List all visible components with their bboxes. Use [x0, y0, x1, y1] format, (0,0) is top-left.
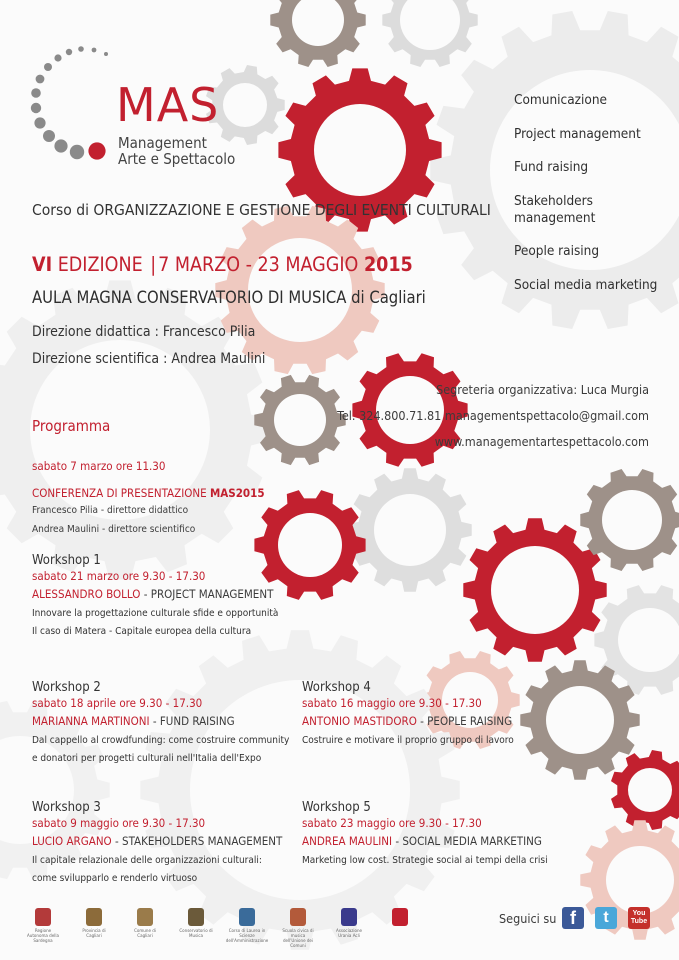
opening-title-prefix: CONFERENZA DI PRESENTAZIONE [32, 486, 207, 500]
partner-caption: Conservatorio di Musica [179, 929, 213, 939]
workshop-desc-line: Il capitale relazionale delle organizzazioni culturali: [32, 855, 262, 866]
dates-separator: | [150, 253, 157, 276]
workshop-desc-line: Il caso di Matera - Capitale europea della cultura [32, 626, 252, 637]
partner-caption: Scuola civica di musica dell'Unione dei Comuni [282, 929, 314, 949]
workshop-heading: Workshop 5 [302, 800, 371, 815]
opening-line-1: Francesco Pilia - direttore didattico [32, 505, 189, 516]
workshop-speaker: ANTONIO MASTIDORO [302, 714, 417, 728]
brand-tagline-1: Management [118, 134, 207, 152]
workshop-desc-line: come svilupparlo e renderlo virtuoso [32, 873, 198, 884]
workshop-topic: - PROJECT MANAGEMENT [140, 587, 274, 601]
topic-item: Project management [514, 125, 641, 142]
venue-city: di Cagliari [351, 288, 426, 307]
conservatorio-musica-logo-icon [188, 908, 204, 926]
workshop-speaker-line [302, 714, 514, 728]
opening-event [32, 459, 265, 536]
workshop-desc-line: Marketing low cost. Strategie social ai tempi della crisi [302, 855, 548, 866]
corso-laurea-emblem-icon [239, 908, 255, 926]
logo-dot [44, 63, 52, 71]
facebook-icon[interactable] [562, 907, 584, 929]
partner-caption: Associazione Urania Acli [335, 929, 363, 939]
partner-logo [225, 908, 269, 949]
logo-dot [54, 139, 67, 152]
logo-dot [92, 48, 97, 53]
gear-gray-mid [348, 468, 471, 591]
social-label: Seguici su [499, 911, 557, 926]
acli-emblem-icon [341, 908, 357, 926]
mas-logo-dots-icon [28, 44, 118, 168]
partner-logo [177, 908, 215, 949]
workshop-4 [302, 680, 514, 753]
partner-caption: Comune di Cagliari [134, 929, 156, 939]
opening-title-suffix: MAS2015 [209, 486, 265, 500]
topic-item: Comunicazione [514, 92, 607, 108]
gear-gray-bottom [140, 630, 459, 949]
website-link[interactable]: www.managementartespettacolo.com [434, 434, 649, 449]
logo-dot [54, 54, 61, 61]
venue-main: AULA MAGNA CONSERVATORIO DI MUSICA [32, 288, 347, 307]
workshop-description [32, 735, 289, 765]
workshop-date: sabato 21 marzo ore 9.30 - 17.30 [32, 569, 206, 583]
workshop-speaker: LUCIO ARGANO [32, 834, 112, 848]
logo-dot [104, 52, 108, 56]
twitter-icon[interactable] [595, 907, 617, 929]
logo-dot [31, 88, 41, 98]
secretariat: Segreteria organizzativa: Luca Murgia [436, 382, 649, 397]
workshop-speaker: ANDREA MAULINI [302, 834, 393, 848]
direction-didactic: Direzione didattica : Francesco Pilia [32, 324, 256, 340]
course-year: 2015 [363, 253, 413, 276]
workshop-speaker-line [32, 587, 278, 601]
brand-tagline-2: Arte e Spettacolo [118, 150, 236, 168]
partner-logo [381, 908, 419, 949]
twitter-glyph: t [603, 909, 609, 926]
venue [32, 288, 426, 307]
logo-dot [66, 49, 72, 55]
workshop-description [302, 855, 548, 867]
logo-dot [78, 46, 84, 52]
edition-roman: VI [32, 253, 53, 276]
logo-dot [34, 117, 45, 128]
scuola-civica-musica-logo-icon [290, 908, 306, 926]
workshop-5 [302, 800, 548, 873]
workshop-desc-line: Dal cappello al crowdfunding: come costruire community [32, 735, 290, 746]
workshop-2 [32, 680, 289, 771]
workshop-description [32, 855, 282, 885]
youtube-icon[interactable] [628, 907, 650, 929]
partner-caption: Regione Autonoma della Sardegna [27, 929, 59, 944]
course-title-main: ORGANIZZAZIONE E GESTIONE DEGLI EVENTI CULTURALI [93, 201, 491, 219]
partner-caption: Corso di Laurea in Scienze dell'Amministrazione [225, 929, 269, 944]
direction-scientific: Direzione scientifica : Andrea Maulini [32, 351, 266, 367]
facebook-glyph: f [570, 907, 576, 928]
regione-sardegna-emblem-icon [35, 908, 51, 926]
gear-red-small [611, 750, 679, 830]
course-title [32, 201, 491, 219]
gear-brown-top [270, 0, 365, 67]
workshop-date: sabato 16 maggio ore 9.30 - 17.30 [302, 696, 482, 710]
partner-logo [279, 908, 317, 949]
workshop-speaker-line [32, 834, 282, 848]
workshop-speaker: ALESSANDRO BOLLO [32, 587, 141, 601]
logo-dot [31, 103, 41, 113]
logo-dot [70, 145, 84, 159]
opening-line-2: Andrea Maulini - direttore scientifico [32, 524, 196, 535]
workshop-1 [32, 553, 278, 644]
workshop-speaker-line [302, 834, 548, 848]
topics-list [514, 92, 674, 310]
edition-dates [32, 254, 413, 276]
brand-name: MAS [116, 78, 220, 132]
opening-title [32, 486, 265, 500]
workshop-heading: Workshop 3 [32, 800, 101, 815]
edition-word: EDIZIONE [57, 253, 143, 276]
course-title-prefix: Corso di [32, 201, 89, 219]
topic-item: Stakeholders management [514, 192, 596, 226]
partner-caption: Provincia di Cagliari [82, 929, 106, 939]
partner-logo [75, 908, 113, 949]
phone-email[interactable]: Tel. 324.800.71.81 managementspettacolo@gmail.com [337, 408, 649, 423]
workshop-date: sabato 9 maggio ore 9.30 - 17.30 [32, 816, 206, 830]
gear-red-right [463, 518, 606, 661]
partner-logo [24, 908, 62, 949]
workshop-3 [32, 800, 282, 891]
workshop-heading: Workshop 2 [32, 680, 101, 695]
workshop-heading: Workshop 4 [302, 680, 371, 695]
gear-brown-lower [520, 660, 639, 779]
sponsor-logo-icon [392, 908, 408, 926]
workshop-heading: Workshop 1 [32, 553, 101, 568]
partner-logo [330, 908, 368, 949]
logo-dot [88, 142, 105, 159]
topic-item: Social media marketing [514, 276, 658, 293]
logo-dot [43, 130, 55, 142]
logo-dot [36, 75, 45, 84]
workshop-date: sabato 18 aprile ore 9.30 - 17.30 [32, 696, 203, 710]
workshop-desc-line: Costruire e motivare il proprio gruppo di lavoro [302, 735, 514, 746]
gear-gray-top [382, 0, 477, 67]
gear-brown-mid [254, 375, 345, 465]
workshop-topic: - STAKEHOLDERS MANAGEMENT [111, 834, 283, 848]
course-dates: 7 MARZO - 23 MAGGIO [158, 253, 359, 276]
program-heading: Programma [32, 417, 111, 435]
opening-date: sabato 7 marzo ore 11.30 [32, 459, 166, 473]
workshop-description [32, 608, 278, 638]
topic-item: Fund raising [514, 159, 589, 175]
workshop-desc-line: Innovare la progettazione culturale sfide e opportunità [32, 608, 279, 619]
workshop-topic: - FUND RAISING [149, 714, 235, 728]
workshop-description [302, 735, 514, 747]
workshop-topic: - SOCIAL MEDIA MARKETING [392, 834, 542, 848]
partner-logos [24, 908, 419, 949]
topic-item: People raising [514, 243, 600, 259]
partner-logo [126, 908, 164, 949]
youtube-glyph-top: You [632, 910, 646, 917]
workshop-topic: - PEOPLE RAISING [416, 714, 513, 728]
comune-cagliari-emblem-icon [137, 908, 153, 926]
workshop-speaker-line [32, 714, 289, 728]
workshop-date: sabato 23 maggio ore 9.30 - 17.30 [302, 816, 482, 830]
workshop-speaker: MARIANNA MARTINONI [32, 714, 150, 728]
provincia-cagliari-emblem-icon [86, 908, 102, 926]
youtube-glyph-bottom: Tube [630, 918, 648, 925]
workshop-desc-line: e donatori per progetti culturali nell'Italia dell'Expo [32, 753, 262, 764]
